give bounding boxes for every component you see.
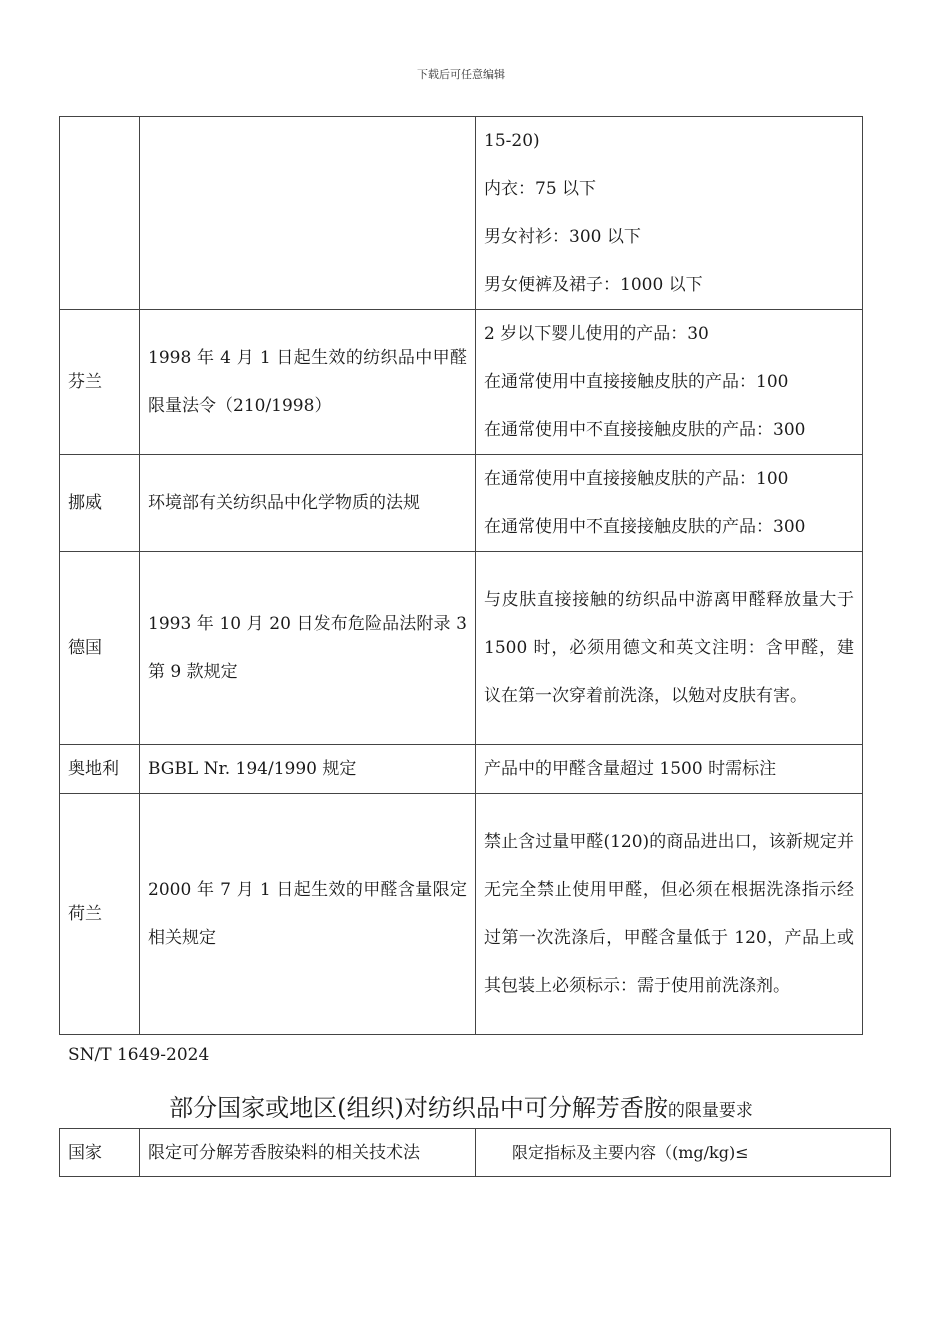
table-row	[60, 310, 863, 455]
table-row	[60, 552, 863, 745]
country-cell: 挪威	[60, 455, 140, 552]
country-cell	[60, 117, 140, 310]
formaldehyde-limits-table	[59, 116, 863, 1035]
table-row	[60, 455, 863, 552]
limits-cell	[476, 455, 863, 552]
section-title-suffix: 的限量要求	[667, 1101, 753, 1121]
table-row	[60, 745, 863, 794]
limits-cell	[476, 794, 863, 1035]
header-limits: 限定指标及主要内容（(mg/kg)≤	[476, 1129, 891, 1177]
law-cell	[140, 794, 476, 1035]
country-cell: 芬兰	[60, 310, 140, 455]
country-cell: 奥地利	[60, 745, 140, 794]
limits-cell	[476, 117, 863, 310]
law-cell: BGBL Nr. 194/1990 规定	[140, 745, 476, 794]
law-cell	[140, 310, 476, 455]
limits-cell	[476, 552, 863, 745]
limits-cell	[476, 310, 863, 455]
country-cell: 德国	[60, 552, 140, 745]
limit-line: 在通常使用中直接接触皮肤的产品：100	[484, 372, 789, 392]
limit-line: 2 岁以下婴儿使用的产品：30	[484, 324, 709, 344]
law-text: 2000 年 7 月 1 日起生效的甲醛含量限定相关规定	[148, 880, 467, 948]
table-header-row	[60, 1129, 891, 1177]
page-header-note: 下载后可任意编辑	[417, 68, 505, 81]
table-row	[60, 794, 863, 1035]
limit-line: 15-20)	[484, 131, 540, 151]
law-text: 1993 年 10 月 20 日发布危险品法附录 3 第 9 款规定	[148, 614, 467, 682]
limits-cell: 产品中的甲醛含量超过 1500 时需标注	[476, 745, 863, 794]
aromatic-amine-limits-table	[59, 1128, 891, 1177]
law-cell	[140, 552, 476, 745]
header-country: 国家	[60, 1129, 140, 1177]
law-cell	[140, 117, 476, 310]
limit-line: 男女衬衫：300 以下	[484, 227, 641, 247]
limits-text: 禁止含过量甲醛(120)的商品进出口，该新规定并无完全禁止使用甲醛，但必须在根据洗涤指示经过第一次洗涤后，甲醛含量低于 120，产品上或其包装上必须标示：需于使用前洗涤剂。	[484, 832, 854, 996]
law-cell: 环境部有关纺织品中化学物质的法规	[140, 455, 476, 552]
limit-line: 在通常使用中不直接接触皮肤的产品：300	[484, 517, 806, 537]
country-cell: 荷兰	[60, 794, 140, 1035]
header-law: 限定可分解芳香胺染料的相关技术法	[140, 1129, 476, 1177]
table-row	[60, 117, 863, 310]
limit-line: 在通常使用中直接接触皮肤的产品：100	[484, 469, 789, 489]
law-text: 1998 年 4 月 1 日起生效的纺织品中甲醛限量法令（210/1998）	[148, 348, 467, 416]
section-title-main: 部分国家或地区(组织)对纺织品中可分解芳香胺	[169, 1094, 668, 1122]
section-title	[0, 1088, 922, 1123]
limit-line: 男女便裤及裙子：1000 以下	[484, 275, 703, 295]
limit-line: 在通常使用中不直接接触皮肤的产品：300	[484, 420, 806, 440]
standard-code: SN/T 1649-2024	[68, 1045, 210, 1065]
limits-text: 与皮肤直接接触的纺织品中游离甲醛释放量大于 1500 时，必须用德文和英文注明：含甲醛，建议在第一次穿着前洗涤，以勉对皮肤有害。	[484, 590, 854, 706]
limit-line: 内衣：75 以下	[484, 179, 597, 199]
